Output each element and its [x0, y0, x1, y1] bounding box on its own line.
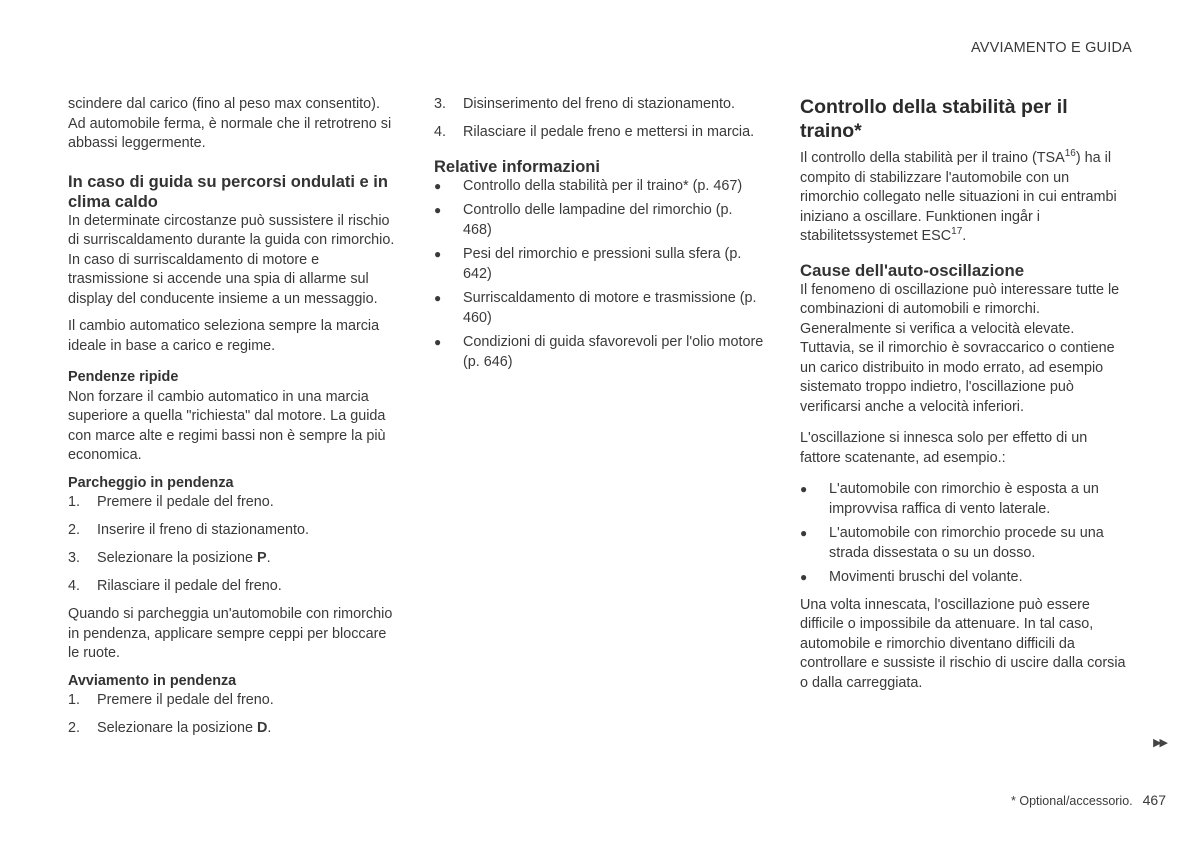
paragraph: scindere dal carico (fino al peso max consentito). Ad automobile ferma, è normale che il retrotreno si abbassi leggermente.: [68, 96, 392, 151]
list-item: [68, 549, 398, 569]
step-number: 4.: [68, 578, 81, 594]
start-steps-continued: [434, 95, 764, 143]
related-link-text[interactable]: Condizioni di guida sfavorevoli per l'olio motore (p. 646): [463, 334, 764, 370]
paragraph: Il fenomeno di oscillazione può interessare tutte le combinazioni di automobili e rimorchi. Generalmente si verifica a velocità elevate. Tuttavia, se il rimorchio è sovraccarico o contiene un carico distribuito in modo errato, ad esempio sistemato troppo indietro, l'oscillazione può verificarsi anche a velocità inferiori.: [800, 281, 1120, 415]
related-link-text[interactable]: Surriscaldamento di motore e trasmissione (p. 460): [463, 290, 757, 326]
column-2: [434, 95, 764, 380]
intro-text: Il controllo della stabilità per il traino (TSA: [800, 150, 1065, 166]
list-item-text: L'automobile con rimorchio è esposta a un improvvisa raffica di vento laterale.: [829, 481, 1099, 517]
step-text: Disinserimento del freno di stazionamento.: [463, 96, 735, 112]
list-item: [68, 577, 398, 597]
footnote-ref: 16: [1064, 148, 1076, 160]
related-link[interactable]: [434, 245, 764, 284]
related-link-text[interactable]: Pesi del rimorchio e pressioni sulla sfera (p. 642): [463, 246, 742, 282]
step-text: Inserire il freno di stazionamento.: [97, 522, 309, 538]
related-links-list: [434, 177, 764, 373]
gear-position: D: [257, 720, 268, 736]
step-number: 3.: [434, 96, 447, 112]
bullet-icon: ●: [800, 482, 808, 496]
related-link[interactable]: [434, 289, 764, 328]
step-text-main: Selezionare la posizione: [97, 550, 257, 566]
intro-paragraph: [800, 149, 1132, 247]
heading-related-info: Relative informazioni: [434, 157, 600, 176]
paragraph: Non forzare il cambio automatico in una marcia superiore a quella "richiesta" dal motore. La guida con marce alte e regimi bassi non è sempre la più economica.: [68, 388, 386, 463]
step-number: 1.: [68, 692, 81, 708]
start-steps-list: [68, 691, 398, 739]
heading-parking-slope: Parcheggio in pendenza: [68, 474, 234, 491]
paragraph: Il cambio automatico seleziona sempre la marcia ideale in base a carico e regime.: [68, 318, 380, 354]
step-text: Premere il pedale del freno.: [97, 692, 274, 708]
list-item: [800, 480, 1132, 519]
heading-hot-climate: In caso di guida su percorsi ondulati e in clima caldo: [68, 172, 388, 211]
paragraph: Quando si parcheggia un'automobile con rimorchio in pendenza, applicare sempre ceppi per bloccare le ruote.: [68, 606, 393, 661]
bullet-icon: ●: [800, 570, 808, 584]
footnote-ref: 17: [951, 226, 963, 238]
paragraph: In determinate circostanze può sussistere il rischio di surriscaldamento durante la guida con rimorchio. In caso di surriscaldamento di motore e trasmissione si accende una spia di allarme sul display del conducente insieme a un messaggio.: [68, 212, 395, 307]
list-item: [68, 691, 398, 711]
optional-note: * Optional/accessorio.: [1011, 794, 1133, 808]
list-item: [68, 719, 398, 739]
intro-text: ) ha il compito di stabilizzare l'automobile con un rimorchio collegato nelle situazioni in cui entrambi iniziano a oscillare. Funktionen ingår i stabilitetssystemet ESC: [800, 150, 1117, 244]
page-number: 467: [1142, 792, 1166, 808]
step-text: Premere il pedale del freno.: [97, 494, 274, 510]
step-text-end: .: [267, 720, 272, 736]
step-text: Rilasciare il pedale del freno.: [97, 578, 282, 594]
list-item: [68, 521, 398, 541]
causes-list: [800, 480, 1132, 588]
step-number: 2.: [68, 522, 81, 538]
bullet-icon: ●: [434, 203, 442, 217]
bullet-icon: ●: [434, 291, 442, 305]
step-number: 3.: [68, 550, 81, 566]
section-title: Controllo della stabilità per il traino*: [800, 96, 1068, 142]
list-item: [434, 95, 764, 115]
intro-text: .: [962, 228, 967, 244]
next-page-icon: ▶▶: [1153, 737, 1166, 749]
bullet-icon: ●: [434, 247, 442, 261]
list-item: [800, 568, 1132, 588]
related-link[interactable]: [434, 333, 764, 372]
heading-causes: Cause dell'auto-oscillazione: [800, 260, 1025, 280]
list-item: [800, 524, 1132, 563]
step-number: 1.: [68, 494, 81, 510]
related-link-text[interactable]: Controllo delle lampadine del rimorchio (p. 468): [463, 202, 733, 238]
section-header: AVVIAMENTO E GUIDA: [971, 40, 1132, 56]
column-3: [800, 95, 1132, 701]
bullet-icon: ●: [434, 178, 442, 193]
related-link[interactable]: [434, 201, 764, 240]
step-text-main: Selezionare la posizione: [97, 720, 257, 736]
paragraph: L'oscillazione si innesca solo per effetto di un fattore scatenante, ad esempio.:: [800, 430, 1088, 466]
heading-start-slope: Avviamento in pendenza: [68, 672, 237, 689]
list-item: [434, 123, 764, 143]
list-item-text: L'automobile con rimorchio procede su una strada dissestata o su un dosso.: [829, 525, 1104, 561]
related-link-text[interactable]: Controllo della stabilità per il traino* (p. 467): [463, 177, 743, 194]
step-text-end: .: [266, 550, 271, 566]
step-number: 2.: [68, 720, 81, 736]
gear-position: P: [257, 550, 267, 566]
list-item-text: Movimenti bruschi del volante.: [829, 569, 1023, 585]
paragraph: Una volta innescata, l'oscillazione può essere difficile o impossibile da attenuare. In tal caso, automobile e rimorchio diventano difficili da controllare e sussiste il rischio di uscire dalla corsia o dalla carreggiata.: [800, 596, 1126, 691]
step-text: [97, 549, 398, 569]
heading-steep-slopes: Pendenze ripide: [68, 369, 179, 385]
column-1: [68, 95, 398, 747]
step-number: 4.: [434, 124, 447, 140]
bullet-icon: ●: [434, 335, 442, 349]
step-text: [97, 719, 398, 739]
bullet-icon: ●: [800, 526, 808, 540]
step-text: Rilasciare il pedale freno e mettersi in marcia.: [463, 124, 755, 140]
parking-steps-list: [68, 493, 398, 597]
related-link[interactable]: [434, 177, 764, 197]
page-footer: [1011, 792, 1166, 808]
list-item: [68, 493, 398, 513]
